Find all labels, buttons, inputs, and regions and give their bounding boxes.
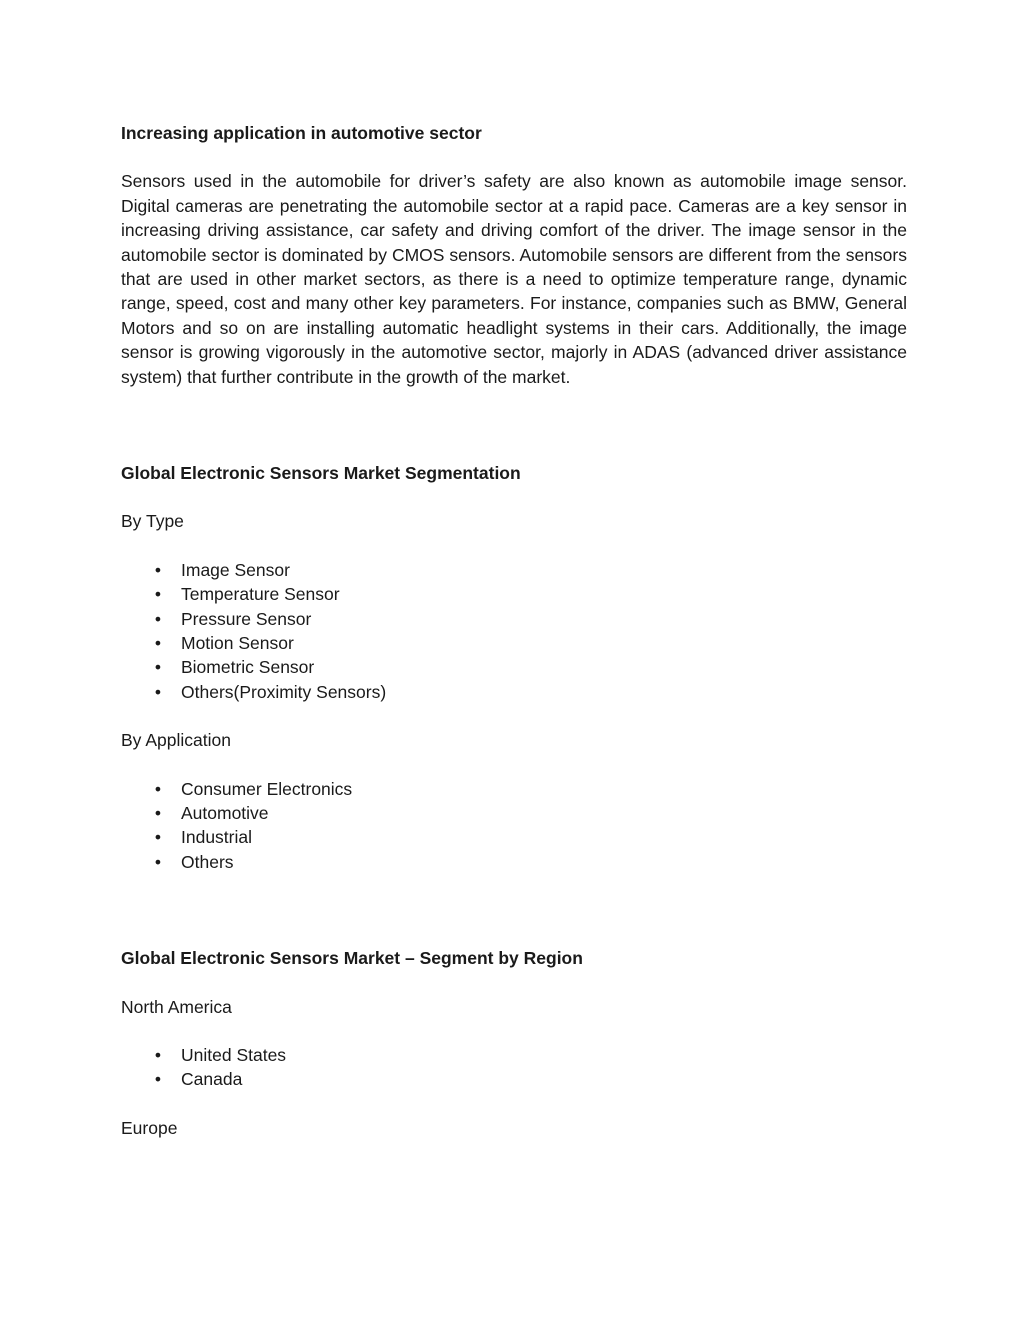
list-item: • Others: [121, 850, 907, 874]
section-heading-automotive: Increasing application in automotive sector: [121, 123, 482, 143]
bullet-icon: •: [154, 559, 162, 580]
by-type-label: By Type: [121, 511, 184, 532]
list-item: • Canada: [121, 1067, 907, 1091]
list-item: • Consumer Electronics: [121, 777, 907, 801]
europe-label: Europe: [121, 1117, 178, 1138]
bullet-icon: •: [154, 1045, 162, 1065]
automotive-paragraph: Sensors used in the automobile for driver’s safety are also known as automobile image sensor. Digital cameras are penetrating the automobile sector at a rapid pace. Cameras are a key sensor in increasing driving assistance, car safety and driving comfort of the driver. The image sensor in the automobile sector is dominated by CMOS sensors. Automobile sensors are different from the sensors that are used in other market sectors, as there is a need to optimize temperature range, dynamic range, speed, cost and many other key parameters. For instance, companies such as BMW, General Motors and so on are installing automatic headlight systems in their cars. Additionally, the image sensor is growing vigorously in the automotive sector, majorly in ADAS (advanced driver assistance system) that further contribute in the growth of the market.: [121, 171, 907, 387]
bullet-icon: •: [154, 851, 162, 872]
bullet-icon: •: [154, 1069, 162, 1090]
list-item: • Biometric Sensor: [121, 655, 907, 679]
list-item: • Image Sensor: [121, 558, 907, 582]
bullet-icon: •: [154, 827, 162, 848]
bullet-icon: •: [154, 803, 162, 824]
bullet-icon: •: [154, 657, 162, 678]
list-item: • Industrial: [121, 825, 907, 849]
north-america-list: [121, 1043, 907, 1092]
by-type-list: [121, 558, 907, 704]
bullet-icon: •: [154, 633, 162, 654]
by-application-list: [121, 777, 907, 875]
section-heading-region: Global Electronic Sensors Market – Segment by Region: [121, 948, 583, 969]
bullet-icon: •: [154, 681, 162, 702]
bullet-icon: •: [154, 778, 162, 799]
list-item: • United States: [121, 1043, 907, 1067]
section-heading-segmentation: Global Electronic Sensors Market Segmentation: [121, 463, 521, 484]
bullet-icon: •: [154, 584, 162, 605]
list-item: • Others(Proximity Sensors): [121, 680, 907, 704]
list-item: • Motion Sensor: [121, 631, 907, 655]
by-application-label: By Application: [121, 730, 231, 751]
list-item: • Temperature Sensor: [121, 582, 907, 606]
document-page: [121, 121, 907, 1140]
bullet-icon: •: [154, 608, 162, 629]
list-item: • Pressure Sensor: [121, 607, 907, 631]
list-item: • Automotive: [121, 801, 907, 825]
north-america-label: North America: [121, 996, 232, 1017]
